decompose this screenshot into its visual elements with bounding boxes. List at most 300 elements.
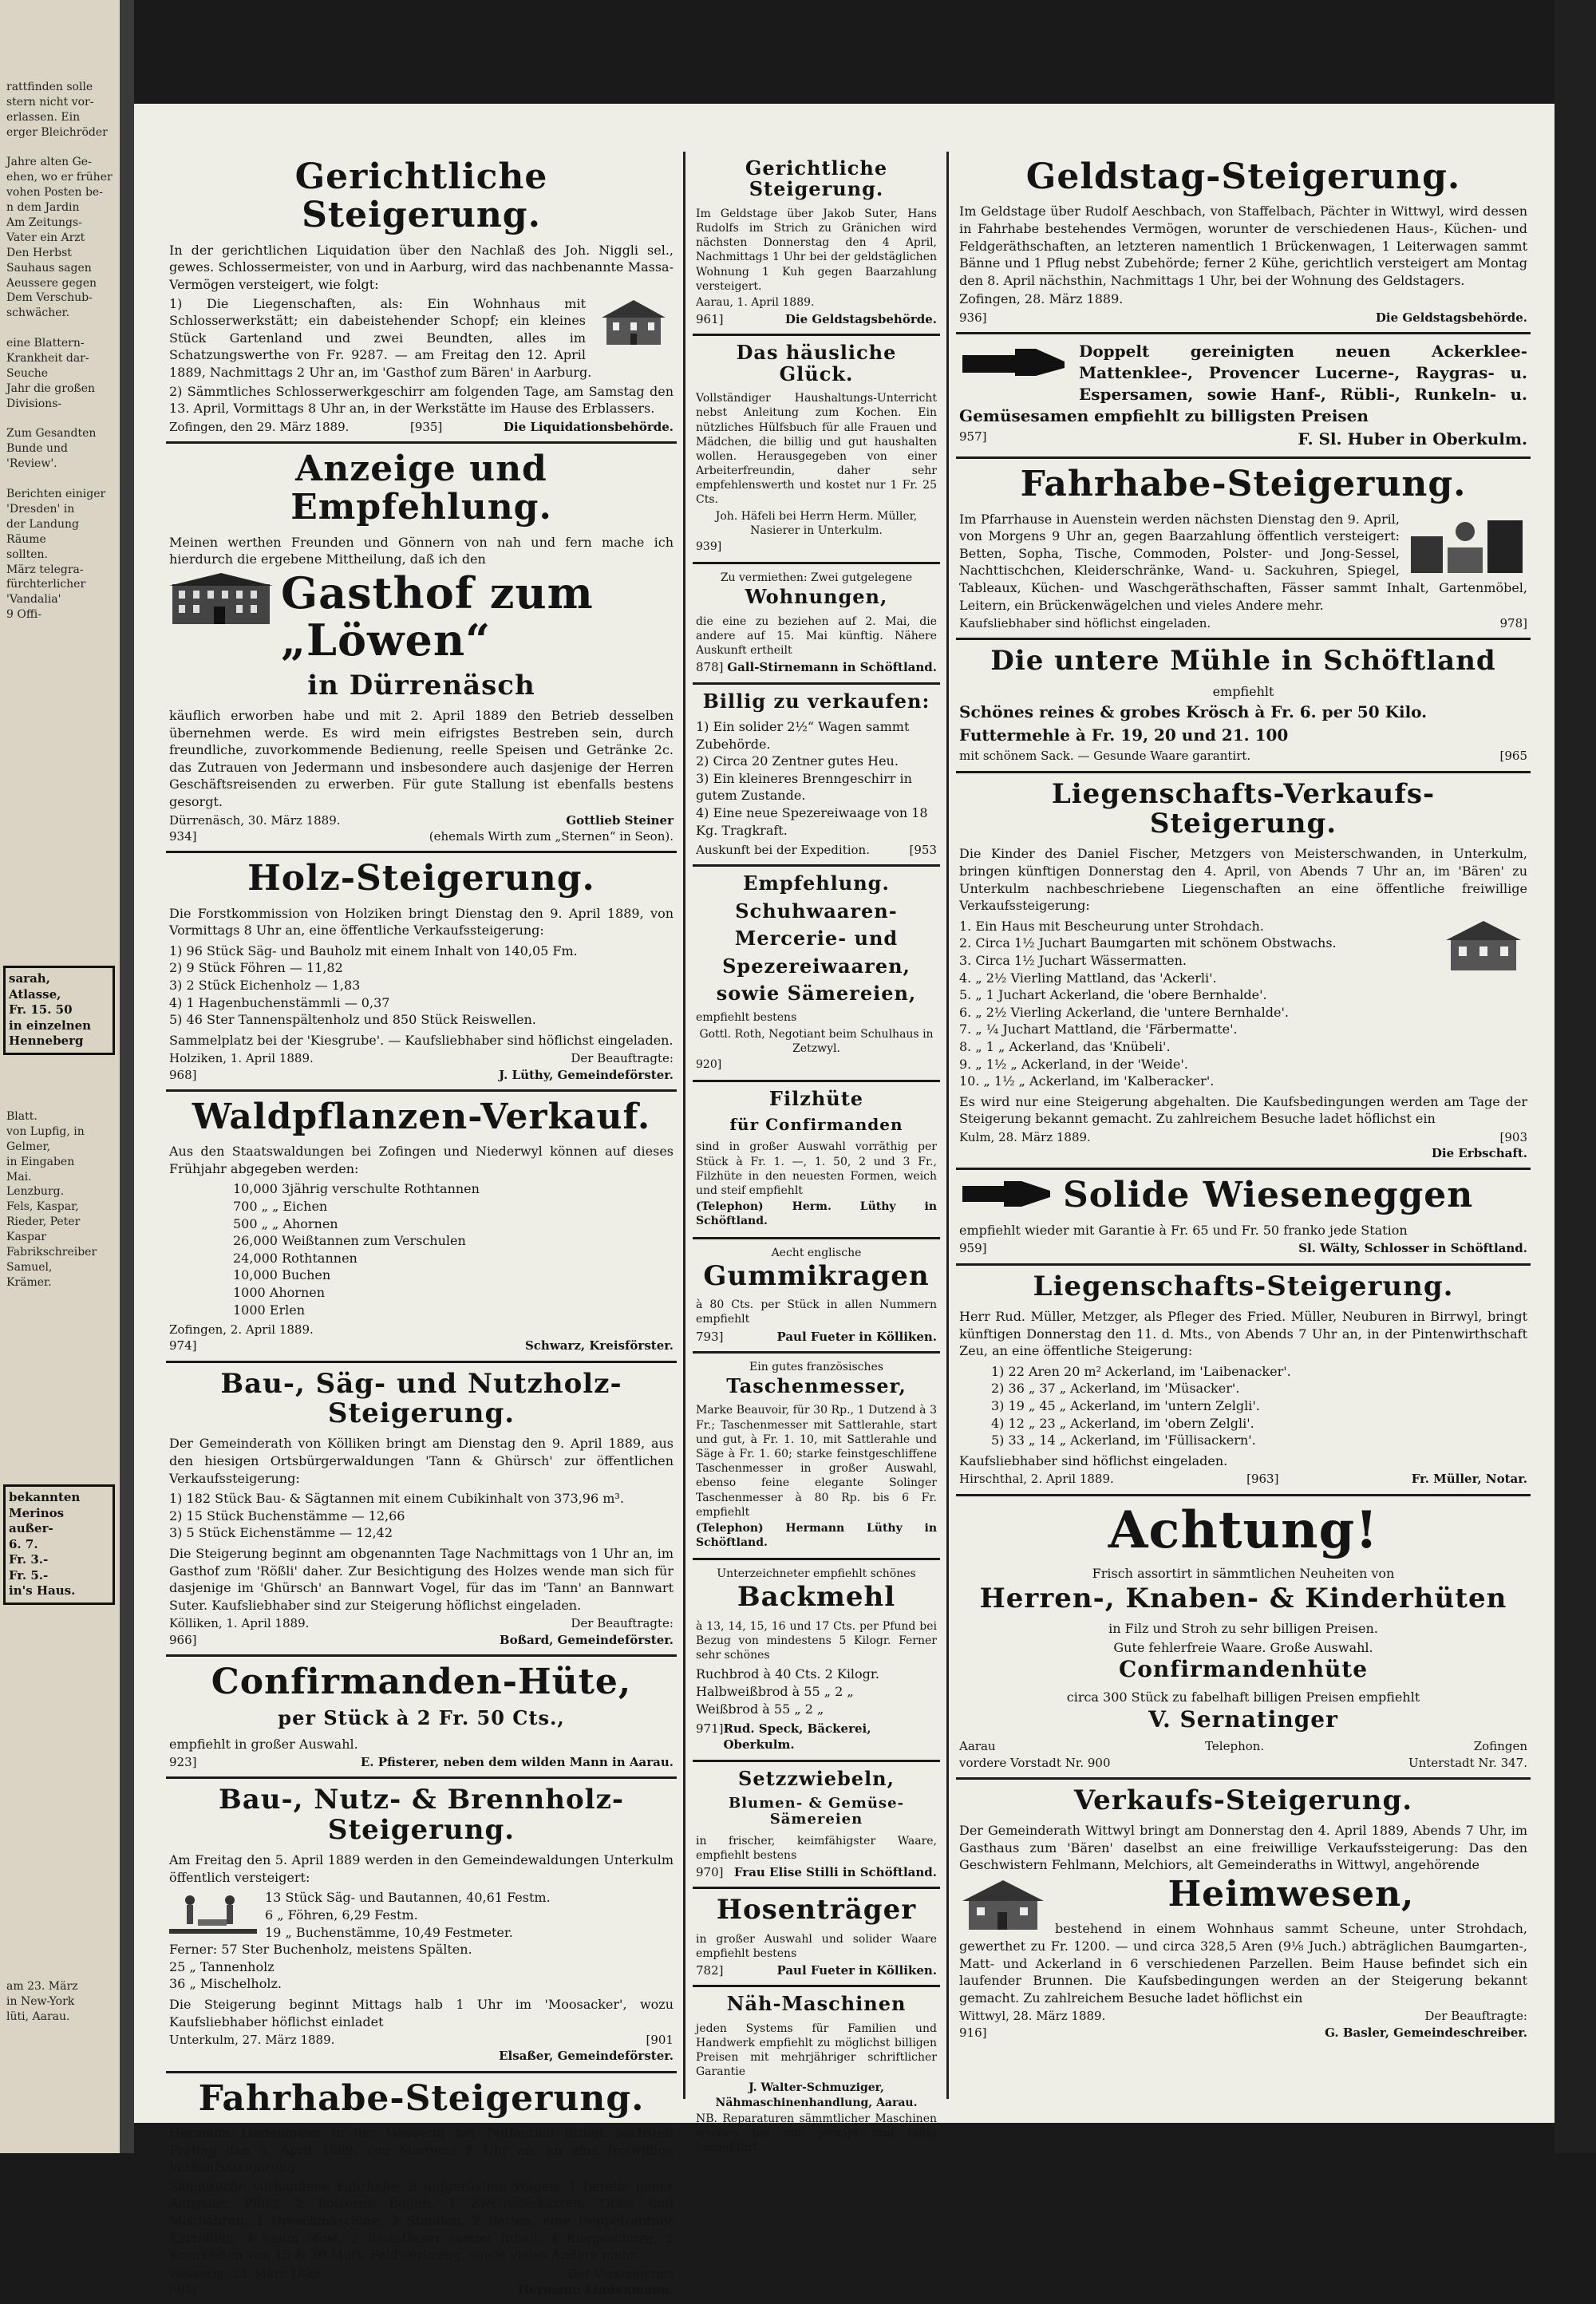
strip-line: vohen Posten be-: [6, 186, 103, 200]
ad-place: Aarau, 1. April 1889.: [696, 295, 815, 309]
strip-line: Berichten einiger: [6, 488, 106, 501]
column-1: [166, 152, 677, 2298]
ad-billig: [693, 685, 940, 867]
ad-subtitle: für Confirmanden: [729, 1115, 903, 1135]
list-item: 3) 19 „ 45 „ Ackerland, im 'untern Zelgli'.: [991, 1398, 1260, 1414]
ad-item: 1) Die Liegenschaften, als: Ein Wohnhaus mit Schlosserwerkstätt; ein dabeistehender Schopf; ein kleines Stück Gartenland und zwei Beundten, alles im Schatzungswerthe von Fr. 9287. — am Freitag den 12. April 1889, Nachmittags 2 Uhr an, im 'Gasthof zum Bären' in Aarburg.: [169, 295, 592, 380]
ad-line: Confirmandenhüte: [1118, 1656, 1369, 1683]
ad-geldstag-steigerung: [956, 152, 1531, 334]
inn-name: Gasthof zum „Löwen“: [281, 567, 594, 666]
ad-title: Waldpflanzen-Verkauf.: [192, 1096, 651, 1137]
ad-title: Anzeige und Empfehlung.: [290, 448, 552, 528]
list-item: 6. „ 2½ Vierling Ackerland, die 'untere Bernhalde'.: [959, 1004, 1289, 1020]
ad-signature: Fr. Müller, Notar.: [1411, 1472, 1527, 1487]
ad-body: jeden Systems für Familien und Handwerk empfiehlt zu möglichst billigen Preisen mit mehrjähriger schriftlicher Garantie: [696, 2021, 937, 2079]
house-illustration: [1440, 918, 1527, 974]
strip-line: in einzelnen: [9, 1018, 92, 1033]
ad-signature: Rud. Speck, Bäckerei, Oberkulm.: [723, 1721, 871, 1753]
ad-wieseneggen: [956, 1170, 1531, 1265]
strip-line: Merinos: [9, 1505, 65, 1520]
ad-number: 920]: [696, 1057, 722, 1071]
ad-number: 968]: [169, 1067, 197, 1082]
strip-line: erlassen. Ein: [6, 110, 81, 124]
page-gutter: [120, 0, 134, 2153]
ad-fahrhabe-steigerung-2: [956, 459, 1531, 640]
ad-signature: Gall-Stirnemann in Schöftland.: [727, 660, 937, 675]
strip-line: lüti, Aarau.: [6, 2010, 70, 2023]
strip-line: Samuel,: [6, 1260, 53, 1274]
ad-wohnungen: [693, 564, 940, 684]
strip-line: Bunde und: [6, 442, 69, 456]
ad-number: 878]: [696, 660, 724, 675]
ad-confirmanden-huete: [166, 1657, 677, 1780]
ad-title: Liegenschafts-Steigerung.: [1033, 1270, 1454, 1302]
ad-body: Marke Beauvoir, für 30 Rp., 1 Dutzend à 3 Fr.; Taschenmesser mit Sattlerahle, start und gut, à Fr. 1. 10, mit Sattlerahle und Säge à Fr. 1. 60; starke feinstgeschliffene Taschenmesser in großer Auswahl, ebenso feine elegante Solinger Taschenmesser à 80 Rp. bis 6 Fr. empfiehlt: [696, 1404, 937, 1519]
strip-line: Zum Gesandten: [6, 427, 97, 441]
ad-title: Billig zu verkaufen:: [702, 689, 930, 713]
ad-number: 923]: [169, 1755, 197, 1770]
strip-line: 6. 7.: [9, 1536, 38, 1551]
ad-telephone: Telephon.: [1205, 1739, 1265, 1754]
list-item: 5) 46 Ster Tannenspältenholz und 850 Stück Reiswellen.: [169, 1012, 536, 1028]
ad-number: 782]: [696, 1963, 724, 1978]
ad-place: Unterkulm, 27. März 1889.: [169, 2033, 335, 2048]
ad-number: 971]: [696, 1721, 724, 1737]
ad-line: Spezereiwaaren,: [722, 954, 911, 978]
strip-line: fürchterlicher: [6, 578, 86, 591]
ad-signature: Paul Fueter in Kölliken.: [776, 1329, 937, 1344]
strip-line: Am Zeitungs-: [6, 216, 82, 230]
list-item: 4. „ 2½ Vierling Mattland, das 'Ackerli'.: [959, 970, 1217, 986]
ad-title: Näh-Maschinen: [726, 1992, 907, 2016]
ad-signature: (Telephon) Herm. Lüthy in Schöftland.: [696, 1200, 937, 1228]
ad-setzzwiebeln: [693, 1762, 940, 1890]
list-item: 8. „ 1 „ Ackerland, das 'Knübeli'.: [959, 1038, 1171, 1054]
strip-box-atlasse: [3, 966, 115, 1055]
furniture-illustration: [1408, 512, 1527, 576]
strip-line: Dem Verschub-: [6, 291, 93, 305]
item-list: [169, 1180, 674, 1318]
ad-intro: Der Gemeinderath von Kölliken bringt am Dienstag den 9. April 1889, aus den hiesigen Ortsbürgerwaldungen 'Tann & Ghürsch' zur öffentlichen Verkaufssteigerung:: [169, 1436, 674, 1486]
ad-role: Der Beauftragte:: [571, 1616, 674, 1631]
ad-line: in Filz und Stroh zu sehr billigen Preisen.: [1108, 1621, 1378, 1637]
ad-signature: J. Walter-Schmuziger, Nähmaschinenhandlung, Aarau.: [715, 2081, 918, 2109]
ad-title: Confirmanden-Hüte,: [211, 1661, 632, 1702]
ad-title: Geldstag-Steigerung.: [1025, 156, 1461, 197]
ad-item: 2) Sämmtliches Schlosserwerkgeschirr am folgenden Tage, am Samstag den 13. April, Vormittags 8 Uhr an, in der Werkstätte im Hause des Erblassers.: [169, 383, 674, 417]
ad-body: Im Pfarrhause in Auenstein werden nächsten Dienstag den 9. April, von Morgens 9 Uhr an, gegen Baarzahlung öffentlich versteigert: Betten, Sopha, Tische, Commoden, Polster- und Jong-Sessel, Nachttischchen, Kleiderschränke, Wand- u. Sackuhren, Spiegel, Tableaux, Küchen- und Waschgeräthschaften, Fässer sammt Inhalt, Gartenmöbel, Leitern, ein Brückenwägelchen und vieles Andere mehr.: [959, 511, 1527, 613]
ad-signature: E. Pfisterer, neben dem wilden Mann in Aarau.: [360, 1755, 674, 1770]
strip-line: 9 Offi-: [6, 608, 41, 622]
ad-intro: Die Kinder des Daniel Fischer, Metzgers von Meisterschwanden, in Unterkulm, bringen künftigen Donnerstag den 4. April, von Abends 7 Uhr an, im 'Bären' zu Unterkulm nachbeschriebene Liegenschaften an eine öffentliche freiwillige Verkaufssteigerung:: [959, 846, 1527, 914]
ad-liegenschafts-steigerung: [956, 1266, 1531, 1496]
list-item: 2) 15 Stück Buchenstämme — 12,66: [169, 1508, 405, 1523]
strip-line: rattfinden solle: [6, 81, 93, 93]
list-item: 2) 9 Stück Föhren — 11,82: [169, 960, 343, 976]
ad-subtitle: empfiehlt: [1212, 683, 1274, 699]
ad-number: 936]: [959, 310, 987, 325]
ad-title: Solide Wieseneggen: [1063, 1175, 1474, 1216]
ad-intro: In der gerichtlichen Liquidation über den Nachlaß des Joh. Niggli sel., gewes. Schlossermeister, von und in Aarburg, wird das nachbenannte Massa-Vermögen versteigert, wie folgt:: [169, 242, 674, 292]
item-list: [169, 1490, 674, 1542]
strip-line: Fr. 3.-: [9, 1552, 49, 1567]
ad-note: Kaufsliebhaber sind höflichst eingeladen.: [959, 1452, 1228, 1468]
ad-holz-steigerung: [166, 853, 677, 1092]
strip-line: am 23. März: [6, 1980, 78, 1993]
list-item: 4) Eine neue Spezereiwaage von 18 Kg. Tragkraft.: [696, 804, 928, 838]
ad-body: Die Steigerung beginnt am obgenannten Tage Nachmittags von 1 Uhr an, im Gasthof zum 'Rößli' daher. Zur Besichtigung des Holzes wende man sich für dasjenige im 'Ghürsch' an Bannwart Vogel, für das im 'Tann' an Bannwart Suter. Kaufsliebhaber sind zur Steigerung höflichst eingeladen.: [169, 1545, 674, 1613]
strip-line: Kaspar: [6, 1231, 46, 1244]
ad-title: Fahrhabe-Steigerung.: [198, 2077, 645, 2119]
ad-title: Empfehlung.: [743, 871, 890, 895]
ad-title: Gerichtliche Steigerung.: [745, 156, 888, 201]
strip-line: Blatt.: [6, 1110, 38, 1123]
list-item: Halbweißbrod à 55 „ 2 „: [696, 1683, 854, 1699]
ad-note: Sammelplatz bei der 'Kiesgrube'. — Kaufsliebhaber sind höflichst eingeladen.: [169, 1032, 674, 1048]
list-item: 10,000 Buchen: [233, 1267, 331, 1283]
ad-samen: [956, 334, 1531, 459]
ad-verkaufs-steigerung: [956, 1780, 1531, 2047]
ad-signature: Hermann Lindenmann.: [518, 2282, 674, 2298]
ad-intro: Aus den Staatswaldungen bei Zofingen und Niederwyl können auf dieses Frühjahr abgegeben werden:: [169, 1144, 674, 1176]
strip-line: eine Blattern-: [6, 337, 85, 350]
farmhouse-illustration: [959, 1877, 1047, 1933]
ad-gerichtliche-steigerung: [166, 152, 677, 444]
strip-line: ehen, wo er früher: [6, 171, 113, 184]
ad-title: Fahrhabe-Steigerung.: [1020, 464, 1467, 505]
ad-role: Der Beauftragte:: [1424, 2009, 1527, 2024]
ad-role: Der Beauftragte:: [571, 1051, 674, 1066]
ad-haeusliche-glueck: [693, 336, 940, 564]
ad-body: Die Steigerung beginnt Mittags halb 1 Uhr im 'Moosacker', wozu Kaufsliebhaber höflichst einladet: [169, 1997, 674, 2029]
strip-line: erger Bleichröder: [6, 125, 108, 139]
ad-title: Wohnungen,: [745, 585, 888, 609]
ad-signature: F. Sl. Huber in Oberkulm.: [1298, 429, 1527, 449]
ad-title: Backmehl: [737, 1581, 896, 1614]
list-item: Ruchbrod à 40 Cts. 2 Kilogr.: [696, 1666, 879, 1682]
ad-number: [935]: [409, 419, 443, 434]
strip-line: 'Vandalia': [6, 593, 61, 607]
ad-body: Im Geldstage über Jakob Suter, Hans Rudolfs im Strich zu Gränichen wird nächsten Donnerstag den 4 April, Nachmittags 1 Uhr bei der geldstäglichen Wohnung 1 Kuh gegen Baarzahlung versteigert.: [696, 207, 937, 293]
ad-number: 939]: [696, 540, 722, 553]
list-item: 500 „ „ Ahornen: [233, 1215, 338, 1231]
ad-signature: Gottlieb Steiner: [566, 812, 674, 828]
strip-line: Fr. 15. 50: [9, 1002, 73, 1017]
ad-signature: Gottl. Roth, Negotiant beim Schulhaus in Zetzwyl.: [699, 1027, 934, 1055]
ad-signature-note: (ehemals Wirth zum „Sternen“ in Seon).: [429, 828, 674, 844]
list-item: 19 „ Buchenstämme, 10,49 Festmeter.: [265, 1924, 513, 1940]
ad-line: Frisch assortirt in sämmtlichen Neuheiten von: [1092, 1566, 1395, 1582]
ad-body: bestehend in einem Wohnhaus sammt Scheune, unter Strohdach, gewerthet zu Fr. 1200. — und circa 328,5 Aren (9⅛ Juch.) abträglichen Baumgarten-, Matt- und Ackerland in 6 verschiedenen Parzellen. Beim Hause befindet sich ein laufender Brunnen. Die Kaufsbedingungen werden an der Steigerung bekannt gemacht. Zu zahlreichem Besuche ladet höflichst ein: [959, 1921, 1527, 2006]
ad-place: Kulm, 28. März 1889.: [959, 1129, 1091, 1144]
ad-pre: Unterzeichneter empfiehlt schönes: [717, 1567, 916, 1581]
ad-title: Taschenmesser,: [726, 1373, 907, 1397]
list-item: 7. „ ¼ Juchart Mattland, die 'Färbermatte'.: [959, 1022, 1238, 1037]
ad-signature: Joh. Häfeli bei Herrn Herm. Müller, Nasierer in Unterkulm.: [715, 509, 918, 537]
list-item: 36 „ Mischelholz.: [169, 1976, 282, 1992]
strip-line: Fabrikschreiber: [6, 1246, 97, 1259]
list-item: 1) 22 Aren 20 m² Ackerland, im 'Laibenacker'.: [991, 1363, 1291, 1379]
strip-text-top: [6, 80, 115, 622]
strip-line: Divisions-: [6, 397, 62, 410]
list-item: 25 „ Tannenholz: [169, 1958, 275, 1974]
strip-line: [6, 472, 115, 487]
house-illustration: [594, 297, 674, 348]
ad-line: mit schönem Sack. — Gesunde Waare garantirt.: [959, 749, 1251, 764]
ad-liegenschafts-verkaufs: [956, 773, 1531, 1171]
strip-line: Rieder, Peter: [6, 1215, 81, 1229]
ad-place: Dürrenäsch, 30. März 1889.: [169, 812, 341, 828]
ad-title: Verkaufs-Steigerung.: [1073, 1784, 1413, 1816]
newspaper-page: [134, 104, 1555, 2298]
ad-brennholz: [166, 1779, 677, 2073]
ad-title: Die untere Mühle in Schöftland: [990, 645, 1496, 678]
ad-line: Gute fehlerfreie Waare. Große Auswahl.: [1113, 1639, 1373, 1655]
list-item: 1000 Erlen: [233, 1302, 306, 1318]
ad-signature: J. Lüthy, Gemeindeförster.: [499, 1067, 674, 1082]
strip-line: Lenzburg.: [6, 1185, 65, 1199]
ad-number: 974]: [169, 1338, 197, 1354]
ad-place: Wittwyl, 28. März 1889.: [959, 2009, 1106, 2024]
ad-body: empfiehlt bestens: [696, 1011, 797, 1025]
ad-body: die eine zu beziehen auf 2. Mai, die andere auf 15. Mai künftig. Nähere Auskunft ertheilt: [696, 615, 937, 658]
ad-number: [963]: [1246, 1472, 1279, 1487]
ad-place: Zofingen, 2. April 1889.: [169, 1322, 314, 1338]
ad-subtitle: Blumen- & Gemüse-Sämereien: [729, 1795, 904, 1828]
ad-number: 970]: [696, 1865, 724, 1880]
strip-line: [6, 140, 115, 156]
ad-number: 793]: [696, 1329, 724, 1344]
list-item: 10,000 3jährig verschulte Rothtannen: [233, 1181, 480, 1197]
ad-body: Es wird nur eine Steigerung abgehalten. Die Kaufsbedingungen werden am Tage der Steigerung bekannt gemacht. Zu zahlreichem Besuche ladet höflichst ein: [959, 1093, 1527, 1127]
ad-intro: Hermann Lindenmann in der Wässerig bei Teufenthal bringt nächsten Freitag den 5. April 1889, von Morgens 8 Uhr an, an eine freiwillige Verkaufssteigerung:: [169, 2125, 674, 2176]
strip-line: Seuche: [6, 366, 49, 380]
ad-signature: Paul Fueter in Kölliken.: [776, 1963, 937, 1978]
list-item: 1) 182 Stück Bau- & Sägtannen mit einem Cubikinhalt von 373,96 m³.: [169, 1491, 624, 1507]
ad-place: Holziken, 1. April 1889.: [169, 1051, 314, 1066]
ad-place: Zofingen: [1473, 1739, 1527, 1754]
ad-gerichtliche-steigerung-2: [693, 152, 940, 336]
strip-line: stern nicht vor-: [6, 95, 94, 109]
strip-line: von Lupfig, in: [6, 1124, 85, 1138]
ad-place: Wässerig, 28. März 1889.: [169, 2266, 325, 2281]
ad-intro: Die Forstkommission von Holziken bringt Dienstag den 9. April 1889, von Vormittags 8 Uhr an, eine öffentliche Verkaufssteigerung:: [169, 905, 674, 939]
strip-line: sollten.: [6, 547, 48, 561]
strip-line: in Eingaben: [6, 1155, 75, 1168]
ad-number: [903: [1499, 1129, 1527, 1144]
item-list: [169, 943, 674, 1029]
ad-title: Gerichtliche Steigerung.: [294, 156, 548, 236]
ad-title: Gummikragen: [703, 1259, 930, 1292]
list-item: Ferner: 57 Ster Buchenholz, meistens Spälten.: [169, 1942, 472, 1958]
strip-line: Aeussere gegen: [6, 276, 97, 290]
ad-number: 959]: [959, 1241, 987, 1256]
ad-title: Bau-, Säg- und Nutzholz-Steigerung.: [220, 1367, 622, 1430]
ad-line: Futtermehle à Fr. 19, 20 und 21. 100: [959, 725, 1289, 745]
ad-empfehlung: [693, 867, 940, 1082]
strip-line: [6, 412, 115, 427]
strip-line: Krämer.: [6, 1275, 52, 1289]
strip-line: Krankheit dar-: [6, 352, 89, 366]
ad-signature: Schwarz, Kreisförster.: [524, 1338, 674, 1354]
list-item: 3) 5 Stück Eichenstämme — 12,42: [169, 1525, 393, 1541]
ad-title: Hosenträger: [716, 1894, 917, 1927]
strip-line: n dem Jardin: [6, 201, 80, 215]
list-item: 1) Ein solider 2½“ Wagen sammt Zubehörde.: [696, 718, 910, 752]
strip-line: März telegra-: [6, 563, 84, 576]
ad-place: Kölliken, 1. April 1889.: [169, 1616, 310, 1631]
strip-line: in's Haus.: [9, 1583, 76, 1598]
strip-line: bekannten: [9, 1490, 81, 1504]
ad-naehmaschinen: [693, 1987, 940, 2163]
woodcutters-illustration: [169, 1889, 257, 1937]
ad-line: Herren-, Knaben- & Kinderhüten: [979, 1582, 1507, 1614]
list-item: 26,000 Weißtannen zum Verschulen: [233, 1233, 466, 1249]
ad-title: Setzzwiebeln,: [738, 1766, 895, 1790]
ad-line: sowie Sämereien,: [716, 981, 917, 1005]
list-item: 13 Stück Säg- und Bautannen, 40,61 Festm.: [265, 1890, 551, 1906]
ad-number: [965: [1499, 749, 1527, 764]
list-item: 700 „ „ Eichen: [233, 1198, 328, 1214]
ad-body: käuflich erworben habe und mit 2. April 1889 den Betrieb desselben übernehmen werde. Es wird mein eifrigstes Bestreben sein, durch freundliche, zuvorkommende Bedienung, reelle Speisen und Getränke 2c. das Zutrauen von Jedermann und insbesondere auch dasjenige der Herren Geschäftsreisenden zu erwerben. Für gute Stallung ist ebenfalls bestens gesorgt.: [169, 708, 674, 810]
strip-line: Sauhaus sagen: [6, 261, 92, 275]
ad-address: Unterstadt Nr. 347.: [1408, 1755, 1527, 1770]
ad-number: 961]: [696, 312, 724, 327]
ad-title: Bau-, Nutz- & Brennholz-Steigerung.: [218, 1784, 625, 1846]
ad-signature: Boßard, Gemeindeförster.: [499, 1632, 674, 1647]
strip-line: außer-: [9, 1521, 53, 1535]
ad-loewen: [166, 444, 677, 853]
strip-line: Vater ein Arzt: [6, 231, 85, 244]
strip-box-merinos: [3, 1484, 115, 1605]
strip-line: Den Herbst: [6, 246, 72, 259]
column-rule: [946, 152, 949, 2099]
ad-bau-saeg-nutzholz: [166, 1363, 677, 1657]
ad-intro: Am Freitag den 5. April 1889 werden in den Gemeindewaldungen Unterkulm öffentlich versteigert:: [169, 1852, 674, 1885]
ad-pre: Zu vermiethen: Zwei gutgelegene: [720, 571, 913, 585]
ad-body: sind in großer Auswahl vorräthig per Stück à Fr. 1. —, 1. 50, 2 und 3 Fr., Filzhüte in den neuesten Formen, weich und steif empfiehlt: [696, 1140, 937, 1198]
list-item: 2. Circa 1½ Juchart Baumgarten mit schönem Obstwachs.: [959, 935, 1337, 951]
ad-filzhuete: [693, 1082, 940, 1239]
column-rule: [683, 152, 685, 2099]
ad-line: Schönes reines & grobes Krösch à Fr. 6. per 50 Kilo.: [959, 702, 1428, 722]
ad-fahrhabe-steigerung: [166, 2073, 677, 2304]
ad-number: 934]: [169, 828, 197, 844]
ad-subtitle: per Stück à 2 Fr. 50 Cts.,: [278, 1706, 565, 1730]
list-item: 3) Ein kleineres Brenngeschirr in gutem Zustande.: [696, 770, 912, 804]
list-item: 9. „ 1½ „ Ackerland, in der 'Weide'.: [959, 1056, 1188, 1072]
list-item: 1000 Ahornen: [233, 1284, 326, 1300]
ad-number: 966]: [169, 1632, 197, 1647]
ad-untere-muehle: [956, 640, 1531, 773]
ad-signature: Elsaßer, Gemeindeförster.: [499, 2049, 674, 2064]
ad-title: Filzhüte: [768, 1087, 864, 1111]
ad-title: Achtung!: [1108, 1500, 1379, 1560]
column-2: [693, 152, 940, 2155]
ad-intro: Der Gemeinderath Wittwyl bringt am Donnerstag den 4. April 1889, Abends 7 Uhr, im Gasthaus zum 'Bären' daselbst an eine freiwillige Verkaufssteigerung: Das den Geschwistern Fehlmann, Melchiors, alt Gemeinderaths in Wittwyl, angehörende: [959, 1823, 1527, 1873]
ad-title: Das häusliche Glück.: [736, 341, 897, 385]
item-list: [959, 1363, 1527, 1449]
ad-pre: Ein gutes französisches: [749, 1360, 883, 1373]
ad-note: Auskunft bei der Expedition.: [696, 843, 870, 858]
ad-backmehl: [693, 1560, 940, 1761]
ad-signature: V. Sernatinger: [1148, 1705, 1338, 1733]
strip-line: sarah,: [9, 971, 50, 986]
ad-body: Im Geldstage über Rudolf Aeschbach, von Staffelbach, Pächter in Wittwyl, wird dessen in Fahrhabe bestehendes Vermögen, worunter de verschiedenen Haus-, Küchen- und Feldgeräthschaften, an letzteren namentlich 1 Brückenwagen, 1 Leiterwagen sammt Bänne und 1 Pflug nebst Zubehörde; ferner 2 Kühe, gerichtlich versteigert am Montag den 8. April nächsthin, Nachmittags 1 Uhr, bei der Wohnung des Geldstagers.: [959, 204, 1527, 288]
item-list: [696, 1666, 937, 1717]
previous-page-strip: [0, 0, 120, 2153]
list-item: Weißbrod à 55 „ 2 „: [696, 1701, 824, 1717]
strip-line: der Landung: [6, 517, 80, 531]
ad-title: Liegenschafts-Verkaufs-Steigerung.: [1051, 777, 1436, 840]
ad-address: vordere Vorstadt Nr. 900: [959, 1755, 1111, 1770]
ad-pre: Aecht englische: [771, 1246, 862, 1259]
list-item: 2) 36 „ 37 „ Ackerland, im 'Müsacker'.: [991, 1381, 1240, 1397]
ad-body: in frischer, keimfähigster Waare, empfiehlt bestens: [696, 1834, 937, 1862]
list-item: 24,000 Rothtannen: [233, 1250, 358, 1266]
ad-note: NB. Reparaturen sämmtlicher Maschinen werden bei mir prompt und billig ausgeführt.: [696, 2112, 937, 2155]
ad-line: Mercerie- und: [734, 927, 899, 950]
item-list: [696, 718, 937, 839]
ad-signature: Die Erbschaft.: [1431, 1146, 1527, 1161]
ad-gummikragen: [693, 1239, 940, 1354]
ad-body: in großer Auswahl und solider Waare empfiehlt bestens: [696, 1932, 937, 1960]
strip-line: Atlasse,: [9, 986, 61, 1002]
strip-text-bottom: [6, 1979, 115, 2025]
ad-body: empfiehlt wieder mit Garantie à Fr. 65 und Fr. 50 franko jede Station: [959, 1222, 1408, 1238]
ad-hosentraeger: [693, 1889, 940, 1987]
strip-line: Mai.: [6, 1170, 32, 1184]
list-item: 5. „ 1 Juchart Ackerland, die 'obere Bernhalde'.: [959, 987, 1267, 1003]
strip-line: in New-York: [6, 1994, 75, 2008]
ad-signature: (Telephon) Hermann Lüthy in Schöftland.: [696, 1521, 937, 1550]
ad-line: circa 300 Stück zu fabelhaft billigen Preisen empfiehlt: [1066, 1689, 1420, 1705]
ad-body: Sämmtliche vorhandene Fahrhabe, 3 aufgerüstete Wägen, 1 bereits neuer Aargauer Pflug, 2 hölzerne Eggen, 1 Zweiräderkarren, Gras- und Mistbähren, 1 Dreschmaschine, 2 Standen, 2 Betten, eine Doppelzentner Kartoffeln, 4 Saum Most, 2 Beizefässer sammt Inhalt, 4 Kuggeschirre, 2 Kornkästen von 15 & 20 Mütt, Feldwerkzeug, sowie vieles Andere mehr.: [169, 2178, 674, 2263]
ad-intro: Meinen werthen Freunden und Gönnern von nah und fern mache ich hierdurch die ergebene Mittheilung, daß ich den: [169, 534, 674, 567]
page-edge: [1555, 0, 1596, 2153]
ad-place: Hirschthal, 2. April 1889.: [959, 1472, 1114, 1487]
inn-place: in Dürrenäsch: [307, 669, 535, 701]
strip-text-lower: [6, 1109, 115, 1290]
strip-line: Henneberg: [9, 1033, 84, 1048]
ad-title: Holz-Steigerung.: [247, 858, 595, 899]
strip-line: Fels, Kaspar,: [6, 1200, 79, 1214]
strip-line: 'Dresden' in: [6, 502, 75, 516]
strip-line: Jahre alten Ge-: [6, 156, 92, 169]
list-item: 4) 12 „ 23 „ Ackerland, im 'obern Zelgli'.: [991, 1415, 1254, 1431]
ad-signature: Frau Elise Stilli in Schöftland.: [733, 1865, 937, 1880]
ad-signature: Die Geldstagsbehörde.: [784, 312, 937, 327]
pointing-hand-icon: [959, 1176, 1055, 1211]
strip-line: 'Review'.: [6, 457, 57, 471]
ad-signature: G. Basler, Gemeindeschreiber.: [1325, 2025, 1527, 2040]
ad-number: [953: [909, 843, 937, 858]
list-item: 1) 96 Stück Säg- und Bauholz mit einem Inhalt von 140,05 Fm.: [169, 943, 578, 958]
ad-body: empfiehlt in großer Auswahl.: [169, 1736, 358, 1752]
ad-body: Vollständiger Haushaltungs-Unterricht nebst Anleitung zum Kochen. Ein nützliches Hülfsbuch für alle Frauen und Mädchen, die billig und gut haushalten wollen. Herausgegeben von einer Arbeiterfreundin, daher sehr empfehlenswerth und kostet nur 1 Fr. 25 Cts.: [696, 392, 937, 507]
ad-place: Aarau: [959, 1739, 996, 1754]
ad-role: Der Versteigerer:: [567, 2266, 674, 2281]
ad-intro: Herr Rud. Müller, Metzger, als Pfleger des Fried. Müller, Neuburen in Birrwyl, bringt künftigen Donnerstag den 11. d. Mts., von Abends 7 Uhr an, in der Pintenwirthschaft Zeu, an eine öffentliche Steigerung:: [959, 1309, 1527, 1359]
ad-place: Zofingen, den 29. März 1889.: [169, 419, 350, 434]
list-item: 3. Circa 1½ Juchart Wässermatten.: [959, 952, 1187, 968]
ad-signature: Die Liquidationsbehörde.: [503, 419, 674, 434]
ad-body: à 80 Cts. per Stück in allen Nummern empfiehlt: [696, 1298, 937, 1326]
list-item: 6 „ Föhren, 6,29 Festm.: [265, 1907, 418, 1923]
list-item: 3) 2 Stück Eichenholz — 1,83: [169, 977, 361, 993]
list-item: 10. „ 1½ „ Ackerland, im 'Kalberacker'.: [959, 1073, 1215, 1089]
ad-body: à 13, 14, 15, 16 und 17 Cts. per Pfund bei Bezug von mindestens 5 Kilogr. Ferner sehr schönes: [696, 1619, 937, 1662]
